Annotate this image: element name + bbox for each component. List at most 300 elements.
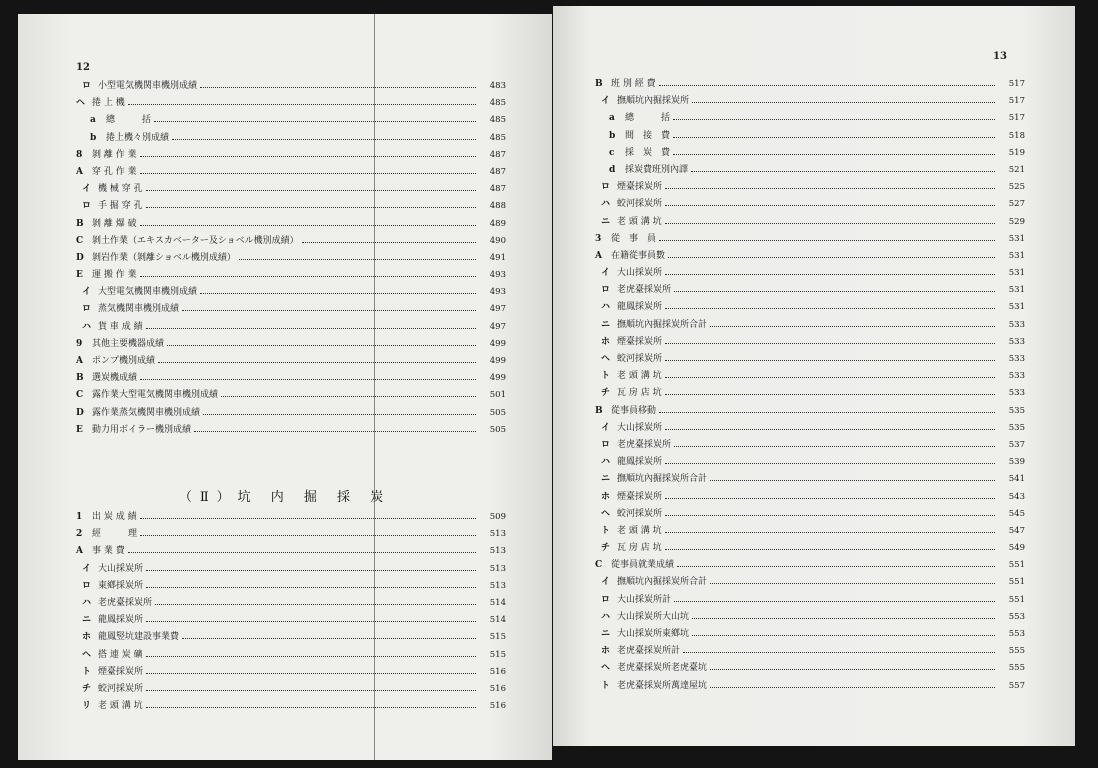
toc-entry-marker: ハ: [82, 597, 92, 608]
toc-entry-marker: 8: [76, 149, 83, 160]
toc-entry-title: 瓦 房 店 坑: [617, 388, 662, 399]
toc-entry-page: 535: [1008, 405, 1025, 416]
dot-leader: [146, 707, 476, 708]
toc-entry-marker: A: [76, 356, 83, 366]
toc-entry-title: 班 別 經 費: [611, 79, 656, 89]
toc-entry-page: 533: [1008, 354, 1025, 364]
toc-entry-title: 龍鳳採炭所: [617, 302, 663, 313]
toc-entry-marker: ハ: [601, 611, 611, 622]
toc-entry-title: 老 頭 溝 坑: [617, 371, 662, 382]
toc-entry-marker: ロ: [82, 580, 92, 591]
toc-entry-marker: リ: [82, 701, 92, 712]
toc-entry-page: 514: [489, 615, 506, 626]
toc-entry-marker: ロ: [82, 201, 92, 212]
toc-entry-page: 525: [1008, 182, 1025, 193]
dot-leader: [692, 618, 995, 619]
toc-entry-title: 蒸気機関車機別成績: [98, 304, 180, 315]
toc-entry-marker: ト: [82, 666, 92, 677]
toc-entry-page: 533: [1008, 371, 1025, 382]
toc-entry-page: 516: [489, 666, 506, 677]
toc-entry-marker: ロ: [82, 81, 92, 91]
toc-entry-title: 蛟河採炭所: [617, 354, 663, 364]
dot-leader: [128, 104, 476, 105]
toc-entry-page: 493: [489, 287, 506, 298]
dot-leader: [674, 446, 995, 447]
toc-entry: [595, 540, 1025, 557]
toc-entry-marker: 9: [76, 338, 83, 349]
dot-leader: [140, 225, 476, 226]
toc-entry: [595, 299, 1025, 316]
toc-entry-marker: ヘ: [601, 508, 611, 519]
toc-entry-page: 557: [1008, 680, 1025, 691]
toc-entry-page: 487: [489, 149, 506, 160]
toc-entry-page: 485: [489, 98, 506, 109]
toc-entry-title: 老虎臺採炭所: [98, 597, 153, 608]
toc-entry: [76, 112, 506, 129]
dot-leader: [146, 587, 476, 588]
toc-entry-marker: E: [76, 424, 83, 435]
toc-entry: [76, 233, 506, 250]
toc-entry-marker: C: [76, 390, 84, 401]
toc-entry-marker: ホ: [82, 632, 92, 643]
toc-entry: [595, 643, 1025, 660]
toc-entry: [595, 179, 1025, 196]
section-heading: （Ⅱ）坑 内 掘 採 炭: [178, 490, 392, 505]
toc-entry: [595, 420, 1025, 437]
toc-entry-marker: A: [76, 546, 83, 557]
toc-entry-title: 剝土作業（エキスカベーター及ショベル機別成績）: [92, 235, 299, 246]
toc-entry-page: 519: [1008, 147, 1025, 158]
toc-entry-title: 剝 離 爆 破: [92, 218, 137, 229]
toc-list-top: [76, 78, 506, 439]
dot-leader: [665, 377, 995, 378]
toc-entry: [595, 93, 1025, 110]
dot-leader: [659, 85, 995, 86]
toc-entry: [595, 76, 1025, 93]
toc-entry: [76, 387, 506, 404]
toc-entry-title: 老虎臺採炭所: [617, 285, 672, 296]
toc-entry: [595, 489, 1025, 506]
toc-entry-title: 從事員就業成績: [611, 560, 675, 571]
toc-entry-marker: B: [76, 218, 84, 229]
toc-entry: [76, 509, 506, 526]
toc-entry-marker: ハ: [601, 199, 611, 210]
dot-leader: [665, 498, 995, 499]
toc-entry-page: 517: [1008, 96, 1025, 107]
dot-leader: [140, 518, 476, 519]
toc-entry-marker: b: [609, 130, 616, 141]
toc-entry-title: 老虎臺採炭所老虎臺坑: [617, 663, 708, 674]
toc-entry-page: 516: [489, 701, 506, 712]
toc-entry-page: 515: [489, 632, 506, 643]
toc-entry-marker: ロ: [601, 594, 611, 605]
toc-entry: [76, 147, 506, 164]
toc-entry-marker: B: [595, 79, 603, 89]
toc-entry-marker: ニ: [601, 216, 611, 227]
toc-entry-page: 551: [1008, 560, 1025, 571]
toc-entry-page: 531: [1008, 250, 1025, 261]
toc-entry-page: 549: [1008, 543, 1025, 554]
toc-entry-page: 535: [1008, 422, 1025, 433]
dot-leader: [659, 412, 995, 413]
toc-entry-page: 515: [489, 649, 506, 660]
toc-entry: [76, 198, 506, 215]
toc-entry-title: 事 業 費: [92, 546, 125, 557]
toc-entry-title: 採 炭 費: [625, 147, 671, 158]
toc-entry-page: 533: [1008, 319, 1025, 330]
dot-leader: [146, 328, 476, 329]
toc-entry-title: 總 括: [625, 113, 671, 124]
toc-entry-title: 露作業蒸気機関車機別成績: [92, 407, 201, 418]
dot-leader: [146, 690, 476, 691]
dot-leader: [710, 687, 995, 688]
toc-entry-title: 撫順坑內掘採炭所: [617, 96, 690, 107]
toc-entry: [595, 385, 1025, 402]
toc-entry-page: 505: [489, 424, 506, 435]
toc-entry: [76, 664, 506, 681]
toc-entry-title: 大山採炭所計: [617, 594, 672, 605]
toc-entry: [76, 216, 506, 233]
toc-entry-marker: D: [76, 407, 84, 418]
dot-leader: [194, 431, 476, 432]
toc-entry-marker: ヘ: [601, 663, 611, 674]
toc-entry: [595, 351, 1025, 368]
dot-leader: [146, 570, 476, 571]
toc-entry-title: 採炭費班別內譯: [625, 164, 689, 175]
right-page: [553, 6, 1075, 746]
toc-entry-marker: d: [609, 164, 616, 175]
toc-entry: [595, 626, 1025, 643]
dot-leader: [710, 480, 995, 481]
toc-entry: [76, 181, 506, 198]
toc-entry-title: 捲上機々別成績: [106, 132, 170, 143]
toc-entry-page: 505: [489, 407, 506, 418]
toc-entry: [76, 543, 506, 560]
toc-entry-page: 555: [1008, 646, 1025, 657]
toc-entry: [76, 284, 506, 301]
toc-entry-page: 485: [489, 132, 506, 143]
toc-entry-marker: イ: [82, 287, 92, 298]
toc-entry-title: 大型電気機関車機別成績: [98, 287, 198, 298]
toc-entry-page: 545: [1008, 508, 1025, 519]
toc-entry: [595, 592, 1025, 609]
toc-entry-page: 527: [1008, 199, 1025, 210]
toc-entry-title: 剝 離 作 業: [92, 149, 137, 160]
toc-entry-marker: ニ: [601, 319, 611, 330]
toc-entry-page: 509: [489, 512, 506, 522]
toc-entry-marker: イ: [82, 184, 92, 195]
toc-entry-page: 533: [1008, 388, 1025, 399]
toc-entry: [76, 612, 506, 629]
toc-entry-marker: ホ: [601, 491, 611, 502]
toc-entry-page: 517: [1008, 79, 1025, 89]
toc-entry: [595, 437, 1025, 454]
toc-entry-marker: ト: [601, 680, 611, 691]
toc-entry-title: 龍鳳採炭所: [98, 615, 144, 626]
dot-leader: [221, 396, 476, 397]
toc-entry-page: 513: [489, 529, 506, 540]
dot-leader: [665, 188, 995, 189]
toc-entry-title: 大山採炭所: [617, 268, 663, 279]
toc-entry-marker: チ: [82, 683, 92, 694]
toc-entry-page: 513: [489, 563, 506, 574]
toc-entry: [76, 164, 506, 181]
toc-entry: [76, 405, 506, 422]
toc-entry: [595, 609, 1025, 626]
dot-leader: [692, 635, 995, 636]
toc-entry-marker: ホ: [601, 646, 611, 657]
toc-entry: [76, 526, 506, 543]
toc-entry-title: 總 括: [106, 115, 152, 126]
toc-entry: [76, 370, 506, 387]
toc-entry-page: 491: [489, 252, 506, 263]
dot-leader: [200, 293, 476, 294]
dot-leader: [182, 638, 476, 639]
toc-entry: [595, 128, 1025, 145]
toc-entry-title: 蛟河採炭所: [617, 199, 663, 210]
toc-entry-title: 從 事 員: [611, 233, 657, 244]
toc-entry-page: 543: [1008, 491, 1025, 502]
toc-entry-marker: 3: [595, 233, 602, 244]
toc-entry: [76, 647, 506, 664]
dot-leader: [665, 360, 995, 361]
toc-entry-page: 499: [489, 338, 506, 349]
toc-entry-title: 撫順坑內掘採炭所合計: [617, 577, 708, 588]
toc-entry-title: 選炭機成績: [92, 373, 138, 384]
toc-entry: [595, 403, 1025, 420]
toc-entry-marker: ハ: [601, 302, 611, 313]
toc-entry-title: 間 接 費: [625, 130, 671, 141]
toc-entry-title: 蛟河採炭所: [98, 683, 144, 694]
toc-entry-page: 501: [489, 390, 506, 401]
dot-leader: [239, 259, 476, 260]
toc-entry-title: 撫順坑內掘採炭所合計: [617, 474, 708, 485]
dot-leader: [158, 362, 476, 363]
toc-entry-title: 運 搬 作 業: [92, 270, 137, 281]
dot-leader: [146, 621, 476, 622]
toc-entry-page: 497: [489, 321, 506, 332]
toc-entry-title: 露作業大型電気機関車機別成績: [92, 390, 219, 401]
toc-entry-page: 541: [1008, 474, 1025, 485]
dot-leader: [128, 552, 476, 553]
toc-entry: [595, 660, 1025, 677]
toc-entry: [76, 422, 506, 439]
toc-entry-title: 其他主要機器成績: [92, 338, 165, 349]
toc-entry-page: 487: [489, 166, 506, 177]
dot-leader: [665, 223, 995, 224]
toc-entry-title: 蛟河採炭所: [617, 508, 663, 519]
dot-leader: [665, 308, 995, 309]
toc-entry-page: 531: [1008, 233, 1025, 244]
toc-entry-marker: A: [595, 250, 602, 261]
toc-entry: [76, 578, 506, 595]
toc-entry-page: 537: [1008, 439, 1025, 450]
toc-entry-marker: c: [609, 147, 615, 158]
toc-entry-title: 龍鳳採炭所: [617, 457, 663, 468]
toc-entry-page: 551: [1008, 594, 1025, 605]
dot-leader: [665, 274, 995, 275]
toc-entry-marker: ヘ: [601, 354, 611, 364]
toc-entry-title: 大山採炭所: [98, 563, 144, 574]
toc-entry-page: 547: [1008, 525, 1025, 536]
toc-entry-marker: a: [90, 115, 96, 126]
toc-entry-page: 516: [489, 683, 506, 694]
toc-entry-title: 東鄕採炭所: [98, 580, 144, 591]
toc-entry: [76, 250, 506, 267]
toc-entry: [595, 454, 1025, 471]
toc-entry: [76, 78, 506, 95]
toc-entry-page: 553: [1008, 629, 1025, 639]
dot-leader: [674, 291, 995, 292]
dot-leader: [665, 394, 995, 395]
toc-entry-title: 從事員移動: [611, 405, 657, 416]
toc-entry-title: 瓦 房 店 坑: [617, 543, 662, 554]
toc-entry-marker: B: [76, 373, 84, 384]
toc-entry: [595, 334, 1025, 351]
dot-leader: [302, 242, 476, 243]
toc-entry: [595, 214, 1025, 231]
toc-entry-page: 488: [489, 201, 506, 212]
left-page: [18, 14, 552, 760]
toc-list-right: [595, 76, 1025, 695]
toc-entry-marker: ハ: [601, 457, 611, 468]
toc-entry-marker: 2: [76, 529, 83, 540]
dot-leader: [146, 656, 476, 657]
toc-entry-page: 521: [1008, 164, 1025, 175]
toc-entry-page: 539: [1008, 457, 1025, 468]
toc-entry-marker: B: [595, 405, 603, 416]
dot-leader: [673, 137, 995, 138]
toc-entry-page: 551: [1008, 577, 1025, 588]
toc-entry-marker: ロ: [601, 439, 611, 450]
dot-leader: [668, 257, 995, 258]
toc-entry: [76, 319, 506, 336]
toc-entry-title: 撫順坑內掘採炭所合計: [617, 319, 708, 330]
dot-leader: [182, 310, 476, 311]
toc-entry: [595, 523, 1025, 540]
dot-leader: [692, 102, 995, 103]
toc-entry-title: 老 頭 溝 坑: [617, 216, 662, 227]
toc-entry-marker: ハ: [82, 321, 92, 332]
toc-entry-page: 514: [489, 597, 506, 608]
toc-entry: [595, 678, 1025, 695]
toc-entry-marker: イ: [82, 563, 92, 574]
toc-entry-marker: C: [76, 235, 84, 246]
toc-entry-title: ポンプ機別成績: [92, 356, 156, 366]
toc-entry: [76, 698, 506, 715]
toc-entry-title: 老虎臺採炭所萬達屋坑: [617, 680, 708, 691]
toc-entry: [76, 629, 506, 646]
toc-entry-marker: ニ: [601, 474, 611, 485]
toc-entry-marker: ロ: [82, 304, 92, 315]
dot-leader: [683, 652, 995, 653]
toc-entry-page: 513: [489, 546, 506, 557]
toc-entry: [595, 231, 1025, 248]
toc-entry-marker: チ: [601, 543, 611, 554]
dot-leader: [674, 601, 995, 602]
toc-entry-title: 搭 連 炭 礦: [98, 649, 143, 660]
toc-entry: [595, 162, 1025, 179]
dot-leader: [140, 276, 476, 277]
toc-entry: [76, 353, 506, 370]
toc-entry-marker: ニ: [82, 615, 92, 626]
toc-entry-title: 煙臺採炭所: [98, 666, 144, 677]
toc-entry-marker: D: [76, 252, 84, 263]
dot-leader: [665, 532, 995, 533]
toc-entry: [595, 145, 1025, 162]
toc-entry-marker: ヘ: [76, 98, 86, 109]
dot-leader: [203, 414, 476, 415]
toc-entry-title: 捲 上 機: [92, 98, 125, 109]
dot-leader: [665, 463, 995, 464]
toc-entry: [595, 574, 1025, 591]
toc-entry-title: 大山採炭所東鄕坑: [617, 629, 690, 639]
toc-entry-title: 剝岩作業（剝離ショベル機別成績）: [92, 252, 236, 263]
toc-entry-page: 518: [1008, 130, 1025, 141]
toc-entry-marker: イ: [601, 422, 611, 433]
toc-entry-marker: イ: [601, 577, 611, 588]
toc-entry-page: 533: [1008, 336, 1025, 347]
toc-entry-title: 龍鳳竪坑建設事業費: [98, 632, 180, 643]
page-number-left: 12: [76, 62, 90, 73]
toc-entry-page: 529: [1008, 216, 1025, 227]
dot-leader: [155, 604, 476, 605]
toc-entry-marker: ト: [601, 371, 611, 382]
dot-leader: [691, 171, 995, 172]
toc-entry: [595, 282, 1025, 299]
toc-entry-page: 485: [489, 115, 506, 126]
toc-entry-marker: a: [609, 113, 615, 124]
toc-entry-marker: ヘ: [82, 649, 92, 660]
dot-leader: [677, 566, 995, 567]
toc-entry-page: 499: [489, 356, 506, 366]
toc-entry: [76, 336, 506, 353]
toc-entry-marker: ロ: [601, 182, 611, 193]
toc-entry-marker: ト: [601, 525, 611, 536]
dot-leader: [673, 154, 995, 155]
toc-entry-page: 487: [489, 184, 506, 195]
toc-entry-marker: C: [595, 560, 603, 571]
toc-entry-title: 機 械 穿 孔: [98, 184, 143, 195]
toc-list-bottom: [76, 509, 506, 715]
toc-entry-title: 動力用ボイラー機別成績: [92, 424, 192, 435]
toc-entry-title: 穿 孔 作 業: [92, 166, 137, 177]
toc-entry: [76, 681, 506, 698]
toc-entry-page: 531: [1008, 302, 1025, 313]
dot-leader: [665, 205, 995, 206]
dot-leader: [140, 173, 476, 174]
toc-entry: [76, 267, 506, 284]
toc-entry: [76, 95, 506, 112]
dot-leader: [146, 673, 476, 674]
dot-leader: [172, 139, 476, 140]
dot-leader: [167, 345, 476, 346]
dot-leader: [665, 343, 995, 344]
dot-leader: [665, 515, 995, 516]
toc-entry-marker: イ: [601, 268, 611, 279]
toc-entry: [595, 368, 1025, 385]
dot-leader: [659, 240, 995, 241]
toc-entry-page: 483: [489, 81, 506, 91]
toc-entry: [595, 471, 1025, 488]
toc-entry-page: 531: [1008, 268, 1025, 279]
toc-entry-page: 489: [489, 218, 506, 229]
dot-leader: [710, 326, 995, 327]
toc-entry-marker: ロ: [601, 285, 611, 296]
toc-entry: [76, 301, 506, 318]
toc-entry-title: 貨 車 成 績: [98, 321, 143, 332]
toc-entry-title: 老虎臺採炭所: [617, 439, 672, 450]
